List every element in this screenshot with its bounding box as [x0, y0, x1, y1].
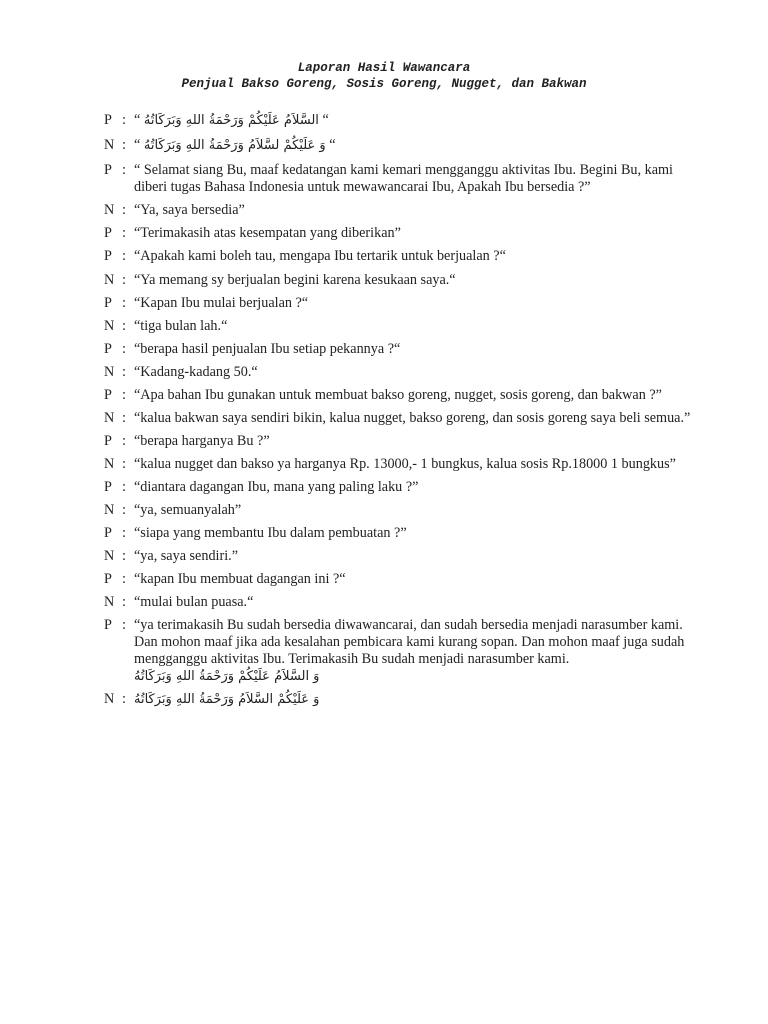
speaker-label: N [104, 137, 115, 153]
arabic-greeting: السَّلاَمُ عَلَيْكُمْ وَرَحْمَةُ اللهِ وَبَرَكَاتُهُ [143, 113, 319, 128]
arabic-greeting: وَ عَلَيْكُمْ لسَّلاَمُ وَرَحْمَةُ اللهِ وَبَرَكَاتُهُ [143, 138, 326, 153]
utterance-text: “Apa bahan Ibu gunakan untuk membuat bakso goreng, nugget, sosis goreng, dan bakwan ?” [134, 387, 662, 403]
utterance-text: “diantara dagangan Ibu, mana yang paling laku ?” [134, 479, 419, 495]
utterance [134, 571, 704, 588]
dialogue-line [104, 502, 704, 519]
colon-separator: : [122, 137, 126, 153]
colon-separator: : [122, 112, 126, 128]
dialogue-line [104, 137, 704, 154]
utterance-text: “kapan Ibu membuat dagangan ini ?“ [134, 571, 346, 587]
speaker-label: P [104, 433, 112, 449]
utterance-text: “tiga bulan lah.“ [134, 318, 228, 334]
speaker-label: P [104, 295, 112, 311]
utterance [134, 525, 704, 542]
colon-separator: : [122, 272, 126, 288]
speaker-label: N [104, 456, 115, 472]
colon-separator: : [122, 387, 126, 403]
dialogue-line [104, 162, 704, 196]
speaker-label: P [104, 617, 112, 633]
colon-separator: : [122, 502, 126, 518]
speaker-label: N [104, 318, 115, 334]
colon-separator: : [122, 202, 126, 218]
utterance-text: “ya, saya sendiri.” [134, 548, 238, 564]
speaker-label: N [104, 594, 115, 610]
utterance-text: “ [134, 112, 144, 128]
utterance [134, 248, 704, 265]
dialogue-line [104, 341, 704, 358]
speaker-label: N [104, 410, 115, 426]
utterance [134, 456, 704, 473]
report-title: Laporan Hasil Wawancara [297, 61, 471, 75]
arabic-greeting: وَ السَّلاَمُ عَلَيْكُمْ وَرَحْمَةُ اللهِ وَبَرَكَاتُهُ [134, 669, 320, 684]
dialogue-line [104, 295, 704, 312]
dialogue-line [104, 202, 704, 219]
dialogue-line [104, 691, 704, 708]
closing-quote: “ [325, 137, 336, 153]
utterance [134, 225, 704, 242]
utterance [134, 594, 704, 611]
utterance [134, 548, 704, 565]
utterance-text: “kalua bakwan saya sendiri bikin, kalua nugget, bakso goreng, dan sosis goreng saya beli semua.” [134, 410, 691, 426]
dialogue-line [104, 456, 704, 473]
colon-separator: : [122, 548, 126, 564]
speaker-label: P [104, 571, 112, 587]
interview-dialogue [104, 106, 704, 708]
dialogue-line [104, 364, 704, 381]
colon-separator: : [122, 318, 126, 334]
speaker-label: P [104, 248, 112, 264]
dialogue-line [104, 248, 704, 265]
report-subtitle: Penjual Bakso Goreng, Sosis Goreng, Nugget, dan Bakwan [181, 77, 587, 91]
dialogue-line [104, 318, 704, 335]
colon-separator: : [122, 479, 126, 495]
colon-separator: : [122, 248, 126, 264]
dialogue-line [104, 571, 704, 588]
dialogue-line [104, 548, 704, 565]
speaker-label: N [104, 272, 115, 288]
utterance-text: “Terimakasih atas kesempatan yang diberikan” [134, 225, 401, 241]
colon-separator: : [122, 617, 126, 633]
dialogue-line [104, 112, 704, 129]
utterance [134, 433, 704, 450]
utterance-text: “Kapan Ibu mulai berjualan ?“ [134, 295, 309, 311]
speaker-label: P [104, 112, 112, 128]
utterance [134, 341, 704, 358]
dialogue-line [104, 594, 704, 611]
colon-separator: : [122, 594, 126, 610]
utterance [134, 162, 704, 196]
colon-separator: : [122, 295, 126, 311]
dialogue-line [104, 272, 704, 289]
utterance-text: “Ya, saya bersedia” [134, 202, 245, 218]
dialogue-line [104, 387, 704, 404]
colon-separator: : [122, 691, 126, 707]
speaker-label: P [104, 341, 112, 357]
utterance [134, 202, 704, 219]
utterance-text: “ Selamat siang Bu, maaf kedatangan kami kemari mengganggu aktivitas Ibu. Begini Bu, kami diberi tugas Bahasa Indonesia untuk mewawancarai Ibu, Apakah Ibu bersedia ?” [134, 162, 673, 195]
colon-separator: : [122, 433, 126, 449]
colon-separator: : [122, 341, 126, 357]
colon-separator: : [122, 225, 126, 241]
dialogue-line [104, 225, 704, 242]
speaker-label: N [104, 202, 115, 218]
utterance-text: “ [134, 137, 144, 153]
colon-separator: : [122, 162, 126, 178]
dialogue-line [104, 617, 704, 685]
utterance-text: “mulai bulan puasa.“ [134, 594, 254, 610]
colon-separator: : [122, 364, 126, 380]
dialogue-line [104, 410, 704, 427]
speaker-label: N [104, 548, 115, 564]
utterance-text: “berapa harganya Bu ?” [134, 433, 270, 449]
speaker-label: P [104, 225, 112, 241]
utterance [134, 112, 704, 129]
utterance [134, 479, 704, 496]
utterance-text: “Kadang-kadang 50.“ [134, 364, 258, 380]
closing-quote: “ [318, 112, 329, 128]
arabic-greeting: وَ عَلَيْكُمْ السَّلاَمُ وَرَحْمَةُ اللهِ وَبَرَكَاتُهُ [134, 692, 320, 707]
utterance [134, 617, 704, 685]
utterance-text: “siapa yang membantu Ibu dalam pembuatan ?” [134, 525, 407, 541]
utterance [134, 387, 704, 404]
utterance [134, 691, 704, 708]
colon-separator: : [122, 456, 126, 472]
utterance [134, 272, 704, 289]
speaker-label: P [104, 525, 112, 541]
colon-separator: : [122, 410, 126, 426]
utterance [134, 137, 704, 154]
dialogue-line [104, 433, 704, 450]
utterance-text: “ya, semuanyalah” [134, 502, 242, 518]
utterance [134, 318, 704, 335]
speaker-label: P [104, 387, 112, 403]
speaker-label: P [104, 162, 112, 178]
utterance-text: “berapa hasil penjualan Ibu setiap pekannya ?“ [134, 341, 401, 357]
speaker-label: N [104, 502, 115, 518]
speaker-label: P [104, 479, 112, 495]
utterance [134, 502, 704, 519]
utterance-text: “Ya memang sy berjualan begini karena kesukaan saya.“ [134, 272, 456, 288]
utterance [134, 410, 704, 427]
utterance [134, 295, 704, 312]
utterance-text: “kalua nugget dan bakso ya harganya Rp. 13000,- 1 bungkus, kalua sosis Rp.18000 1 bungkus” [134, 456, 676, 472]
colon-separator: : [122, 525, 126, 541]
utterance-text: “Apakah kami boleh tau, mengapa Ibu tertarik untuk berjualan ?“ [134, 248, 506, 264]
dialogue-line [104, 479, 704, 496]
utterance [134, 364, 704, 381]
utterance-text: “ya terimakasih Bu sudah bersedia diwawancarai, dan sudah bersedia menjadi narasumber kami. Dan mohon maaf jika ada kesalahan pembicara kami kurang sopan. Dan mohon maaf juga sudah mengganggu aktivitas Ibu. Terimakasih Bu sudah menjadi narasumber kami. [134, 617, 685, 667]
dialogue-line [104, 525, 704, 542]
colon-separator: : [122, 571, 126, 587]
speaker-label: N [104, 364, 115, 380]
speaker-label: N [104, 691, 115, 707]
